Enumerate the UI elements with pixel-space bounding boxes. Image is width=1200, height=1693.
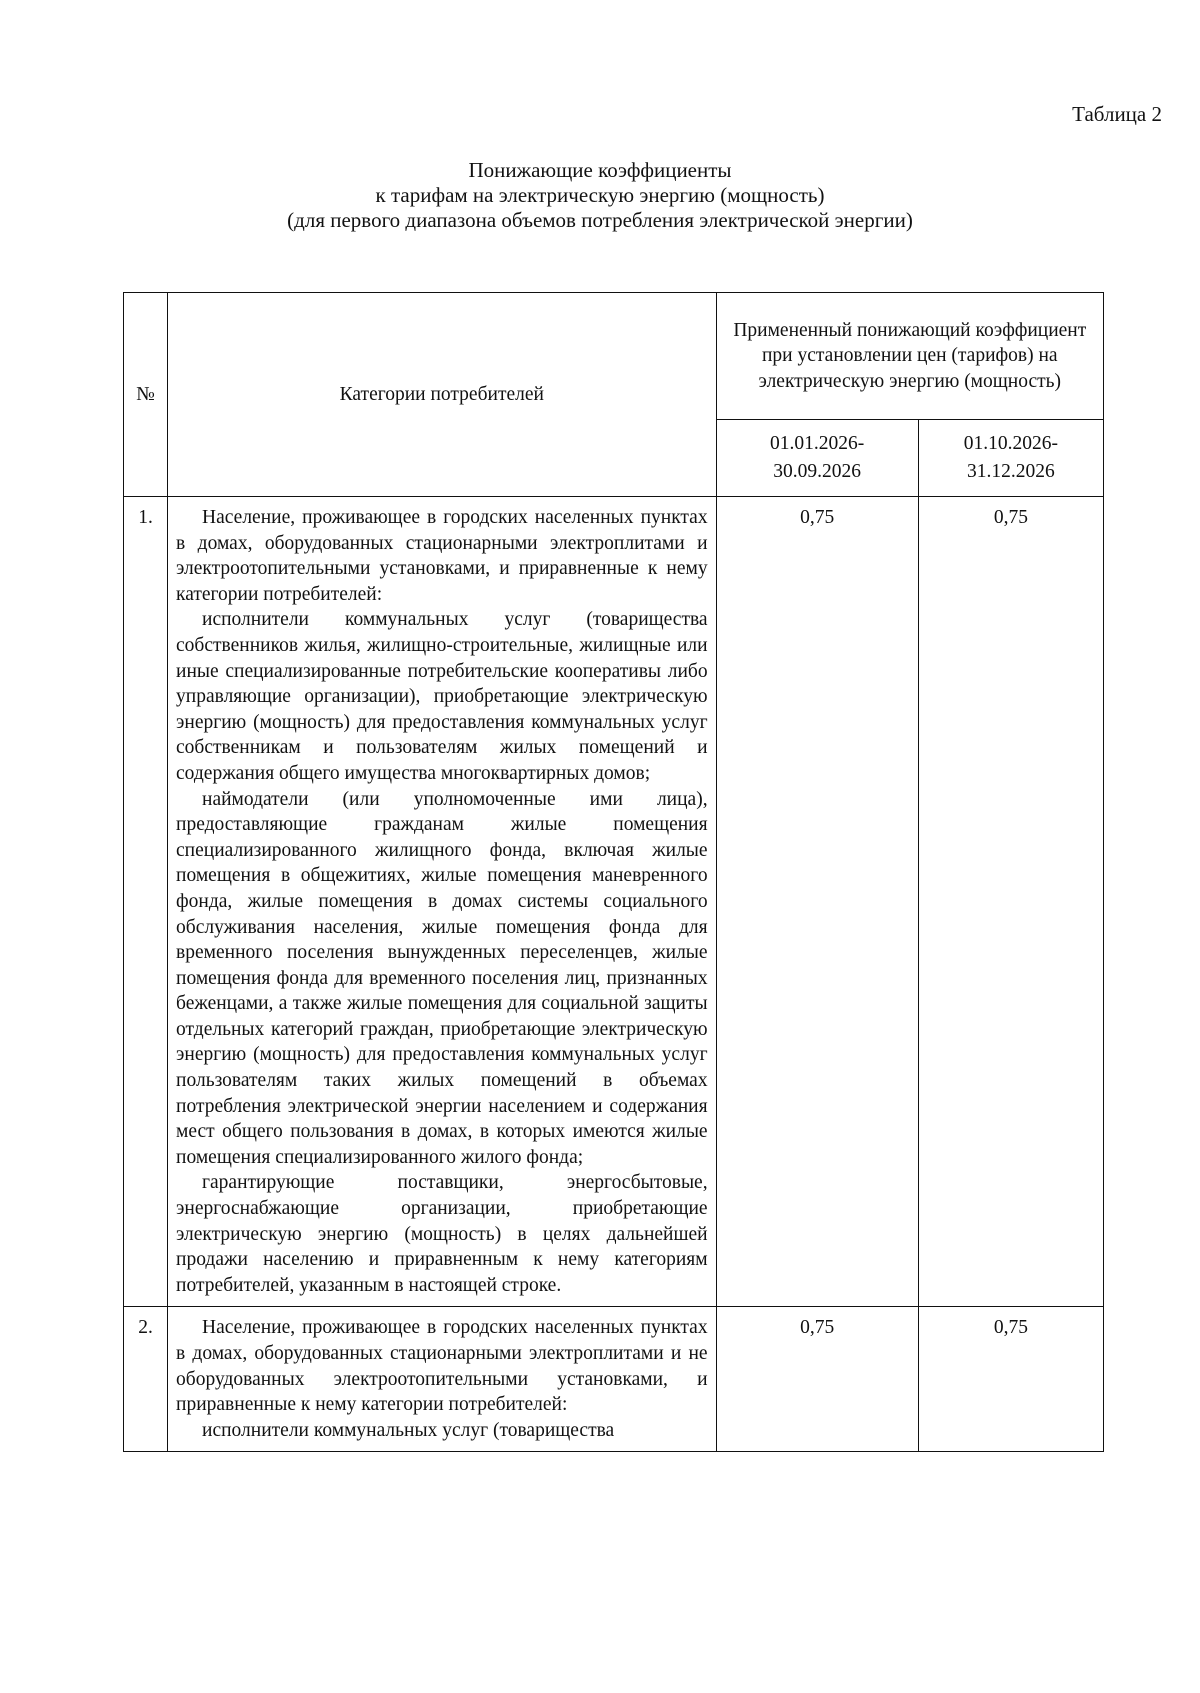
header-coefficient: Примененный понижающий коэффициент при установлении цен (тарифов) на электрическую энергию (мощность) bbox=[716, 293, 1103, 420]
row-category bbox=[168, 497, 717, 1307]
category-paragraph: исполнители коммунальных услуг (товарищества собственников жилья, жилищно-строительные, жилищные или иные специализированные потребительские кооперативы либо управляющие организации), приобретающие электрическую энергию (мощность) для предоставления коммунальных услуг собственникам и пользователям жилых помещений и содержания общего имущества многоквартирных домов; bbox=[176, 609, 708, 784]
coefficients-table bbox=[123, 292, 1104, 1452]
row-number: 1. bbox=[124, 497, 168, 1307]
header-number: № bbox=[124, 293, 168, 497]
heading-line: Понижающие коэффициенты bbox=[468, 158, 732, 182]
category-paragraph: наймодатели (или уполномоченные ими лица), предоставляющие гражданам жилые помещения специализированного жилищного фонда, включая жилые помещения в общежитиях, жилые помещения маневренного фонда, жилые помещения в домах системы социального обслуживания населения, жилые помещения фонда для временного поселения вынужденных переселенцев, жилые помещения фонда для временного поселения лиц, признанных беженцами, а также жилые помещения для социальной защиты отдельных категорий граждан, приобретающие электрическую энергию (мощность) для предоставления коммунальных услуг пользователям таких жилых помещений в объемах потребления электрической энергии населением и содержания мест общего пользования в домах, в которых имеются жилые помещения специализированного жилого фонда; bbox=[176, 788, 708, 1168]
row-category bbox=[168, 1307, 717, 1452]
table-row bbox=[124, 1307, 1104, 1452]
category-paragraph: Население, проживающее в городских населенных пунктах в домах, оборудованных стационарными электроплитами и электроотопительными установками, и приравненные к нему категории потребителей: bbox=[176, 507, 708, 605]
heading-line: к тарифам на электрическую энергию (мощность) bbox=[375, 183, 825, 207]
header-period-2-end: 31.12.2026 bbox=[967, 461, 1055, 482]
category-paragraph: Население, проживающее в городских населенных пунктах в домах, оборудованных стационарными электроплитами и не оборудованных электроотопительными установками, и приравненные к нему категории потребителей: bbox=[176, 1317, 708, 1416]
category-paragraph: исполнители коммунальных услуг (товарищества bbox=[202, 1419, 615, 1441]
table-label: Таблица 2 bbox=[1072, 102, 1162, 126]
row-number: 2. bbox=[124, 1307, 168, 1452]
table-row bbox=[124, 497, 1104, 1307]
category-paragraph: гарантирующие поставщики, энергосбытовые, энергоснабжающие организации, приобретающие электрическую энергию (мощность) в целях дальнейшей продажи населению и приравненным к нему категориям потребителей, указанным в настоящей строке. bbox=[176, 1172, 708, 1296]
row-value-period-2: 0,75 bbox=[918, 497, 1103, 1307]
row-value-period-1: 0,75 bbox=[716, 1307, 918, 1452]
document-heading bbox=[0, 158, 1200, 233]
heading-line: (для первого диапазона объемов потребления электрической энергии) bbox=[287, 208, 913, 232]
header-period-1 bbox=[716, 420, 918, 497]
header-period-1-start: 01.01.2026- bbox=[770, 433, 865, 454]
header-categories: Категории потребителей bbox=[168, 293, 717, 497]
row-value-period-2: 0,75 bbox=[918, 1307, 1103, 1452]
table-header-row bbox=[124, 293, 1104, 420]
header-period-2 bbox=[918, 420, 1103, 497]
row-value-period-1: 0,75 bbox=[716, 497, 918, 1307]
header-period-1-end: 30.09.2026 bbox=[773, 461, 862, 482]
header-period-2-start: 01.10.2026- bbox=[963, 433, 1059, 454]
